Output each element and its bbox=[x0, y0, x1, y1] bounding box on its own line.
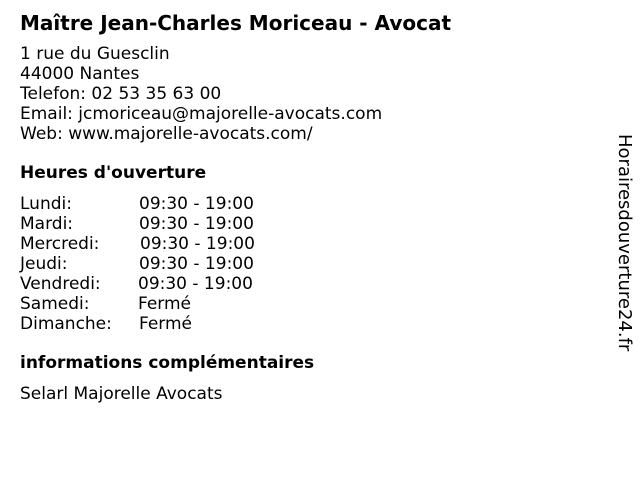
phone-text: Telefon: 02 53 35 63 00 bbox=[20, 84, 222, 104]
hours-value: Fermé bbox=[138, 294, 192, 314]
address-street: 1 rue du Guesclin bbox=[20, 44, 170, 64]
day-label: Dimanche: bbox=[20, 314, 112, 334]
day-label: Mercredi: bbox=[20, 234, 100, 254]
site-watermark: Horairesdouverture24.fr bbox=[614, 134, 635, 352]
day-label: Samedi: bbox=[20, 294, 90, 314]
opening-hours-heading: Heures d'ouverture bbox=[20, 163, 207, 183]
day-label: Vendredi: bbox=[20, 274, 101, 294]
website-text: Web: www.majorelle-avocats.com/ bbox=[20, 124, 313, 144]
email-text: Email: jcmoriceau@majorelle-avocats.com bbox=[20, 104, 383, 124]
additional-info-heading: informations complémentaires bbox=[20, 353, 315, 373]
day-label: Jeudi: bbox=[20, 254, 68, 274]
hours-value: 09:30 - 19:00 bbox=[139, 214, 254, 234]
address-city: 44000 Nantes bbox=[20, 64, 140, 84]
hours-value: 09:30 - 19:00 bbox=[139, 254, 254, 274]
hours-value: 09:30 - 19:00 bbox=[139, 194, 254, 214]
contact-block bbox=[20, 44, 382, 144]
day-label: Mardi: bbox=[20, 214, 74, 234]
hours-value: 09:30 - 19:00 bbox=[138, 274, 253, 294]
hours-value: Fermé bbox=[139, 314, 193, 334]
day-label: Lundi: bbox=[20, 194, 72, 214]
additional-info-text: Selarl Majorelle Avocats bbox=[20, 384, 223, 404]
page-title: Maître Jean-Charles Moriceau - Avocat bbox=[20, 11, 452, 35]
hours-value: 09:30 - 19:00 bbox=[140, 234, 255, 254]
